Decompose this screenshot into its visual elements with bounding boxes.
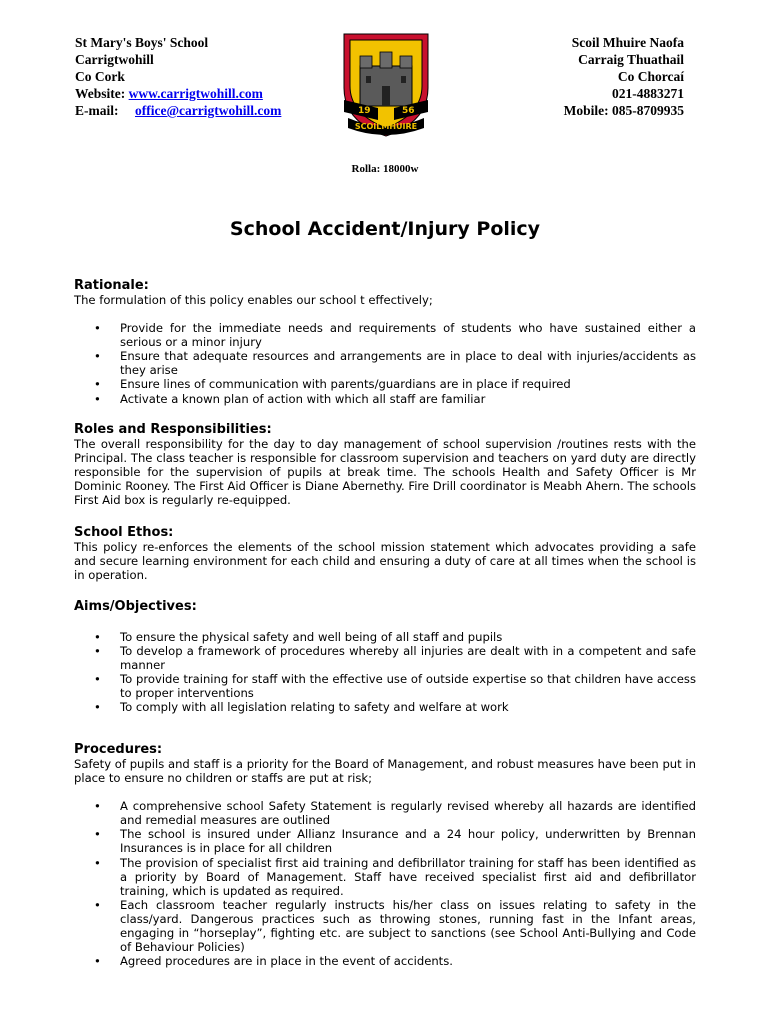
school-address-irish: [564, 34, 684, 119]
list-item: • Ensure that adequate resources and arrangements are in place to deal with injuries/accidents as they arise: [74, 349, 696, 377]
school-name-irish: Scoil Mhuire Naofa: [571, 35, 684, 50]
school-town: Carrigtwohill: [75, 52, 154, 67]
list-item: • A comprehensive school Safety Statement is regularly revised whereby all hazards are identified and remedial measures are outlined: [74, 799, 696, 827]
aims-list: [74, 630, 696, 715]
procedures-list: [74, 799, 696, 968]
school-county-irish: Co Chorcaí: [617, 69, 684, 84]
section-heading: School Ethos:: [74, 525, 174, 540]
section-text: Safety of pupils and staff is a priority for the Board of Management, and robust measures have been put in place to ensure no children or staffs are put at risk;: [74, 757, 696, 786]
section-heading: Aims/Objectives:: [74, 599, 197, 614]
section-heading: Roles and Responsibilities:: [74, 422, 272, 437]
section-procedures: [74, 742, 696, 968]
section-text: The formulation of this policy enables our school t effectively;: [74, 293, 433, 307]
list-item: • The provision of specialist first aid training and defibrillator training for staff has been identified as a priority by Board of Management. Staff have received specialist first aid and defibrillator training, which is updated as required.: [74, 856, 696, 898]
list-item: • Provide for the immediate needs and requirements of students who have sustained either a serious or a minor injury: [74, 321, 696, 349]
roll-number: Rolla: 18000w: [351, 163, 419, 175]
section-aims: [74, 599, 696, 715]
section-rationale: [74, 278, 696, 406]
section-heading: Rationale:: [74, 278, 149, 293]
school-town-irish: Carraig Thuathail: [578, 52, 684, 67]
school-name: St Mary's Boys' School: [75, 35, 209, 50]
rationale-list: [74, 321, 696, 406]
section-text: This policy re-enforces the elements of the school mission statement which advocates providing a safe and secure learning environment for each child and ensuring a duty of care at all times when the school is in operation.: [74, 540, 696, 583]
school-address-english: [75, 34, 281, 119]
crest-year-left: 19: [358, 106, 371, 116]
list-item: • To ensure the physical safety and well being of all staff and pupils: [74, 630, 696, 644]
mobile-number: Mobile: 085-8709935: [563, 103, 684, 118]
section-heading: Procedures:: [74, 742, 163, 757]
list-item: • Ensure lines of communication with parents/guardians are in place if required: [74, 377, 696, 391]
page-title: School Accident/Injury Policy: [229, 218, 541, 240]
section-roles: [74, 422, 696, 507]
school-county: Co Cork: [75, 69, 125, 84]
website-link[interactable]: www.carrigtwohill.com: [128, 86, 263, 101]
section-ethos: [74, 525, 696, 582]
list-item: • Each classroom teacher regularly instructs his/her class on issues relating to safety in the class/yard. Dangerous practices such as throwing stones, running fast in the Infant areas, engaging in “horseplay”, fighting etc. are subject to sanctions (see School Anti-Bullying and Code of Behaviour Policies): [74, 898, 696, 954]
list-item: • To comply with all legislation relating to safety and welfare at work: [74, 700, 696, 714]
list-item: • To develop a framework of procedures whereby all injuries are dealt with in a competent and safe manner: [74, 644, 696, 672]
list-item: • To provide training for staff with the effective use of outside expertise so that children have access to proper interventions: [74, 672, 696, 700]
email-label: E-mail:: [75, 103, 119, 118]
list-item: • The school is insured under Allianz Insurance and a 24 hour policy, underwritten by Brennan Insurances is in place for all children: [74, 827, 696, 855]
email-link[interactable]: office@carrigtwohill.com: [135, 103, 282, 118]
section-text: The overall responsibility for the day to day management of school supervision /routines rests with the Principal. The class teacher is responsible for classroom supervision and teachers on yard duty are directly responsible for the supervision of pupils at break time. The schools Health and Safety Officer is Mr Dominic Rooney. The First Aid Officer is Diane Abernethy. Fire Drill coordinator is Meabh Ahern. The schools First Aid box is regularly re-equipped.: [74, 437, 696, 508]
website-label: Website:: [75, 86, 126, 101]
website-line: [75, 85, 281, 102]
list-item: • Activate a known plan of action with which all staff are familiar: [74, 392, 696, 406]
list-item: • Agreed procedures are in place in the event of accidents.: [74, 954, 696, 968]
school-crest-logo: [338, 30, 434, 140]
crest-year-right: 56: [402, 106, 415, 116]
crest-motto: SCOILMHUIRE: [354, 122, 418, 131]
email-line: [75, 102, 281, 119]
phone-number: 021-4883271: [612, 86, 684, 101]
